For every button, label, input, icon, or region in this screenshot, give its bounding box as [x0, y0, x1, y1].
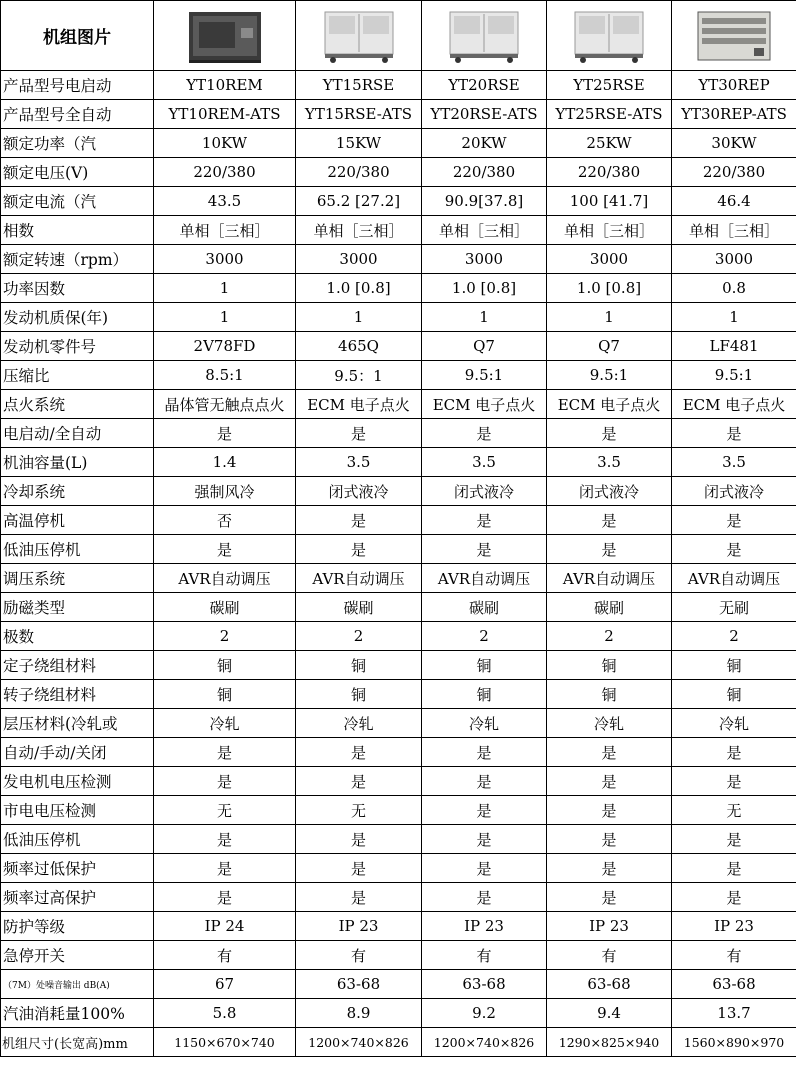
spec-value: 有	[296, 941, 422, 970]
spec-label: 汽油消耗量100%	[1, 999, 154, 1028]
spec-value: 20KW	[422, 129, 547, 158]
spec-value: 是	[422, 419, 547, 448]
spec-value: 63-68	[547, 970, 672, 999]
spec-label: 额定电压(V)	[1, 158, 154, 187]
spec-value: 100 [41.7]	[547, 187, 672, 216]
spec-value: 9.4	[547, 999, 672, 1028]
spec-value: 63-68	[296, 970, 422, 999]
spec-value: YT30REP-ATS	[672, 100, 796, 129]
spec-label: 防护等级	[1, 912, 154, 941]
spec-value: 2	[672, 622, 796, 651]
spec-value: 是	[422, 738, 547, 767]
spec-value: 8.5:1	[154, 361, 296, 390]
spec-value: 3000	[547, 245, 672, 274]
spec-value: 是	[296, 854, 422, 883]
spec-value: 46.4	[672, 187, 796, 216]
spec-value: 闭式液冷	[422, 477, 547, 506]
spec-label: 机油容量(L)	[1, 448, 154, 477]
spec-row	[1, 129, 796, 158]
spec-row	[1, 245, 796, 274]
spec-row	[1, 216, 796, 245]
spec-row	[1, 361, 796, 390]
spec-value: ECM 电子点火	[672, 390, 796, 419]
spec-label: 额定电流（汽	[1, 187, 154, 216]
spec-row	[1, 941, 796, 970]
spec-value: 是	[547, 767, 672, 796]
spec-value: 1.0 [0.8]	[547, 274, 672, 303]
spec-value: 无	[296, 796, 422, 825]
spec-row	[1, 71, 796, 100]
spec-value: 是	[154, 535, 296, 564]
generator-open-frame-icon	[185, 6, 265, 66]
spec-value: 是	[154, 738, 296, 767]
spec-value: 2	[422, 622, 547, 651]
spec-value: 晶体管无触点点火	[154, 390, 296, 419]
spec-value: 1	[296, 303, 422, 332]
spec-value: IP 23	[672, 912, 796, 941]
generator-silent-canopy-icon	[569, 6, 649, 66]
spec-value: 9.5:1	[672, 361, 796, 390]
spec-value: ECM 电子点火	[547, 390, 672, 419]
spec-value: 强制风冷	[154, 477, 296, 506]
spec-value: 是	[296, 767, 422, 796]
spec-value: 有	[547, 941, 672, 970]
spec-row	[1, 999, 796, 1028]
generator-image-1	[296, 1, 422, 71]
spec-value: 1	[672, 303, 796, 332]
spec-label: 产品型号全自动	[1, 100, 154, 129]
spec-value: 2	[296, 622, 422, 651]
spec-row	[1, 477, 796, 506]
header-label: 机组图片	[1, 1, 154, 71]
spec-label: 发动机质保(年)	[1, 303, 154, 332]
spec-value: 是	[296, 419, 422, 448]
spec-value: 是	[422, 767, 547, 796]
spec-value: Q7	[422, 332, 547, 361]
spec-value: 63-68	[672, 970, 796, 999]
spec-value: YT20RSE	[422, 71, 547, 100]
spec-value: 铜	[422, 680, 547, 709]
spec-label: 频率过高保护	[1, 883, 154, 912]
spec-value: 3000	[154, 245, 296, 274]
spec-value: 是	[154, 854, 296, 883]
spec-label: 高温停机	[1, 506, 154, 535]
spec-value: 1	[154, 303, 296, 332]
spec-value: 有	[422, 941, 547, 970]
spec-value: 是	[672, 506, 796, 535]
spec-value: 3.5	[422, 448, 547, 477]
spec-value: 铜	[672, 680, 796, 709]
spec-row	[1, 854, 796, 883]
spec-label: 定子绕组材料	[1, 651, 154, 680]
spec-value: 冷轧	[422, 709, 547, 738]
spec-value: 是	[547, 825, 672, 854]
spec-value: 65.2 [27.2]	[296, 187, 422, 216]
spec-value: 220/380	[154, 158, 296, 187]
spec-value: 8.9	[296, 999, 422, 1028]
spec-value: YT30REP	[672, 71, 796, 100]
spec-value: 3000	[672, 245, 796, 274]
generator-cabinet-icon	[694, 6, 774, 66]
spec-value: YT25RSE	[547, 71, 672, 100]
spec-value: 是	[422, 883, 547, 912]
spec-row	[1, 332, 796, 361]
spec-value: 冷轧	[154, 709, 296, 738]
spec-value: Q7	[547, 332, 672, 361]
spec-value: 63-68	[422, 970, 547, 999]
spec-value: 铜	[547, 680, 672, 709]
spec-value: 铜	[154, 651, 296, 680]
spec-value: 单相［三相］	[547, 216, 672, 245]
spec-value: 单相［三相］	[154, 216, 296, 245]
spec-value: 是	[672, 854, 796, 883]
spec-value: 3.5	[296, 448, 422, 477]
spec-value: 冷轧	[547, 709, 672, 738]
spec-row	[1, 564, 796, 593]
spec-value: 2	[154, 622, 296, 651]
spec-value: AVR自动调压	[547, 564, 672, 593]
spec-row	[1, 419, 796, 448]
spec-value: 有	[672, 941, 796, 970]
spec-label: 电启动/全自动	[1, 419, 154, 448]
spec-value: 25KW	[547, 129, 672, 158]
spec-row	[1, 390, 796, 419]
spec-value: IP 23	[547, 912, 672, 941]
spec-value: 2	[547, 622, 672, 651]
spec-label: 层压材料(冷轧或	[1, 709, 154, 738]
spec-value: 是	[547, 796, 672, 825]
spec-value: 9.2	[422, 999, 547, 1028]
spec-value: 1560×890×970	[672, 1028, 796, 1057]
spec-row	[1, 535, 796, 564]
spec-row	[1, 709, 796, 738]
spec-value: 是	[154, 825, 296, 854]
spec-row	[1, 187, 796, 216]
spec-value: 30KW	[672, 129, 796, 158]
spec-value: YT10REM-ATS	[154, 100, 296, 129]
generator-image-0	[154, 1, 296, 71]
spec-label: 频率过低保护	[1, 854, 154, 883]
spec-row	[1, 680, 796, 709]
spec-value: 1200×740×826	[422, 1028, 547, 1057]
spec-value: 有	[154, 941, 296, 970]
spec-value: 220/380	[547, 158, 672, 187]
spec-row	[1, 825, 796, 854]
spec-value: 是	[547, 854, 672, 883]
spec-value: 闭式液冷	[672, 477, 796, 506]
spec-value: 是	[547, 738, 672, 767]
spec-value: 220/380	[296, 158, 422, 187]
spec-value: 单相［三相］	[296, 216, 422, 245]
spec-value: 无刷	[672, 593, 796, 622]
spec-label: 转子绕组材料	[1, 680, 154, 709]
spec-value: 是	[422, 796, 547, 825]
spec-row	[1, 622, 796, 651]
spec-value: AVR自动调压	[296, 564, 422, 593]
spec-value: 冷轧	[672, 709, 796, 738]
spec-value: 465Q	[296, 332, 422, 361]
spec-value: 是	[296, 825, 422, 854]
spec-value: 3.5	[547, 448, 672, 477]
spec-value: 15KW	[296, 129, 422, 158]
spec-row	[1, 651, 796, 680]
spec-label: 励磁类型	[1, 593, 154, 622]
spec-label: 产品型号电启动	[1, 71, 154, 100]
spec-value: 1	[547, 303, 672, 332]
spec-value: 是	[296, 883, 422, 912]
spec-value: 是	[296, 535, 422, 564]
generator-image-2	[422, 1, 547, 71]
spec-value: 3.5	[672, 448, 796, 477]
spec-label: 低油压停机	[1, 825, 154, 854]
spec-label: 额定转速（rpm）	[1, 245, 154, 274]
spec-value: 是	[672, 883, 796, 912]
spec-value: 单相［三相］	[672, 216, 796, 245]
spec-value: 3000	[296, 245, 422, 274]
spec-value: 0.8	[672, 274, 796, 303]
spec-label: 急停开关	[1, 941, 154, 970]
spec-label: 发动机零件号	[1, 332, 154, 361]
spec-value: 闭式液冷	[547, 477, 672, 506]
spec-label: 市电电压检测	[1, 796, 154, 825]
spec-value: IP 23	[422, 912, 547, 941]
spec-row	[1, 593, 796, 622]
spec-value: 铜	[672, 651, 796, 680]
spec-value: 90.9[37.8]	[422, 187, 547, 216]
generator-image-3	[547, 1, 672, 71]
spec-value: AVR自动调压	[422, 564, 547, 593]
spec-value: 9.5:1	[547, 361, 672, 390]
spec-label: 额定功率（汽	[1, 129, 154, 158]
spec-value: 13.7	[672, 999, 796, 1028]
spec-row	[1, 912, 796, 941]
spec-label: 相数	[1, 216, 154, 245]
spec-row	[1, 100, 796, 129]
spec-value: 9.5：1	[296, 361, 422, 390]
spec-value: YT25RSE-ATS	[547, 100, 672, 129]
spec-row	[1, 738, 796, 767]
spec-value: YT10REM	[154, 71, 296, 100]
spec-value: 单相［三相］	[422, 216, 547, 245]
spec-value: ECM 电子点火	[422, 390, 547, 419]
spec-value: 是	[672, 419, 796, 448]
spec-value: 1.4	[154, 448, 296, 477]
spec-value: AVR自动调压	[154, 564, 296, 593]
spec-value: 1.0 [0.8]	[296, 274, 422, 303]
spec-row	[1, 883, 796, 912]
spec-label: 冷却系统	[1, 477, 154, 506]
spec-value: 碳刷	[422, 593, 547, 622]
spec-value: 是	[547, 883, 672, 912]
image-row	[1, 1, 796, 71]
spec-value: 无	[154, 796, 296, 825]
spec-row	[1, 448, 796, 477]
spec-value: YT15RSE-ATS	[296, 100, 422, 129]
spec-value: 1150×670×740	[154, 1028, 296, 1057]
spec-value: YT15RSE	[296, 71, 422, 100]
generator-silent-canopy-icon	[319, 6, 399, 66]
spec-value: 1290×825×940	[547, 1028, 672, 1057]
spec-value: 铜	[547, 651, 672, 680]
spec-value: 否	[154, 506, 296, 535]
spec-value: 是	[672, 825, 796, 854]
spec-value: IP 24	[154, 912, 296, 941]
spec-label: 调压系统	[1, 564, 154, 593]
spec-value: 闭式液冷	[296, 477, 422, 506]
spec-value: 是	[547, 506, 672, 535]
spec-value: AVR自动调压	[672, 564, 796, 593]
spec-value: 是	[547, 419, 672, 448]
spec-value: ECM 电子点火	[296, 390, 422, 419]
spec-value: 2V78FD	[154, 332, 296, 361]
spec-value: 10KW	[154, 129, 296, 158]
spec-value: 是	[154, 767, 296, 796]
spec-value: 是	[422, 506, 547, 535]
spec-value: 是	[547, 535, 672, 564]
spec-value: 是	[672, 738, 796, 767]
spec-value: 铜	[422, 651, 547, 680]
spec-value: 是	[672, 767, 796, 796]
spec-value: 1.0 [0.8]	[422, 274, 547, 303]
spec-row	[1, 1028, 796, 1057]
spec-value: 是	[672, 535, 796, 564]
spec-value: 3000	[422, 245, 547, 274]
spec-row	[1, 158, 796, 187]
spec-label: 极数	[1, 622, 154, 651]
spec-row	[1, 767, 796, 796]
spec-value: 1200×740×826	[296, 1028, 422, 1057]
spec-row	[1, 970, 796, 999]
spec-label: 压缩比	[1, 361, 154, 390]
generator-image-4	[672, 1, 796, 71]
spec-value: 1	[422, 303, 547, 332]
spec-label: 低油压停机	[1, 535, 154, 564]
spec-value: LF481	[672, 332, 796, 361]
spec-value: 220/380	[672, 158, 796, 187]
spec-value: 是	[154, 883, 296, 912]
spec-label: 发电机电压检测	[1, 767, 154, 796]
spec-value: 220/380	[422, 158, 547, 187]
spec-value: 67	[154, 970, 296, 999]
spec-value: 无	[672, 796, 796, 825]
spec-value: 1	[154, 274, 296, 303]
spec-label: 机组尺寸(长宽高)mm	[1, 1028, 154, 1057]
spec-value: 43.5	[154, 187, 296, 216]
spec-row	[1, 506, 796, 535]
spec-label: 点火系统	[1, 390, 154, 419]
spec-value: 是	[422, 825, 547, 854]
spec-value: YT20RSE-ATS	[422, 100, 547, 129]
spec-value: 铜	[296, 680, 422, 709]
spec-value: 铜	[296, 651, 422, 680]
spec-value: 碳刷	[547, 593, 672, 622]
spec-value: 铜	[154, 680, 296, 709]
spec-label: 自动/手动/关闭	[1, 738, 154, 767]
spec-row	[1, 303, 796, 332]
spec-value: 碳刷	[296, 593, 422, 622]
generator-silent-canopy-icon	[444, 6, 524, 66]
spec-value: 冷轧	[296, 709, 422, 738]
spec-value: 碳刷	[154, 593, 296, 622]
spec-value: 5.8	[154, 999, 296, 1028]
spec-label: 功率因数	[1, 274, 154, 303]
spec-value: IP 23	[296, 912, 422, 941]
spec-value: 是	[154, 419, 296, 448]
spec-value: 是	[296, 506, 422, 535]
spec-row	[1, 274, 796, 303]
spec-value: 是	[296, 738, 422, 767]
spec-value: 是	[422, 535, 547, 564]
spec-label: （7M）处噪音输出 dB(A)	[1, 970, 154, 999]
spec-row	[1, 796, 796, 825]
spec-value: 9.5:1	[422, 361, 547, 390]
spec-value: 是	[422, 854, 547, 883]
